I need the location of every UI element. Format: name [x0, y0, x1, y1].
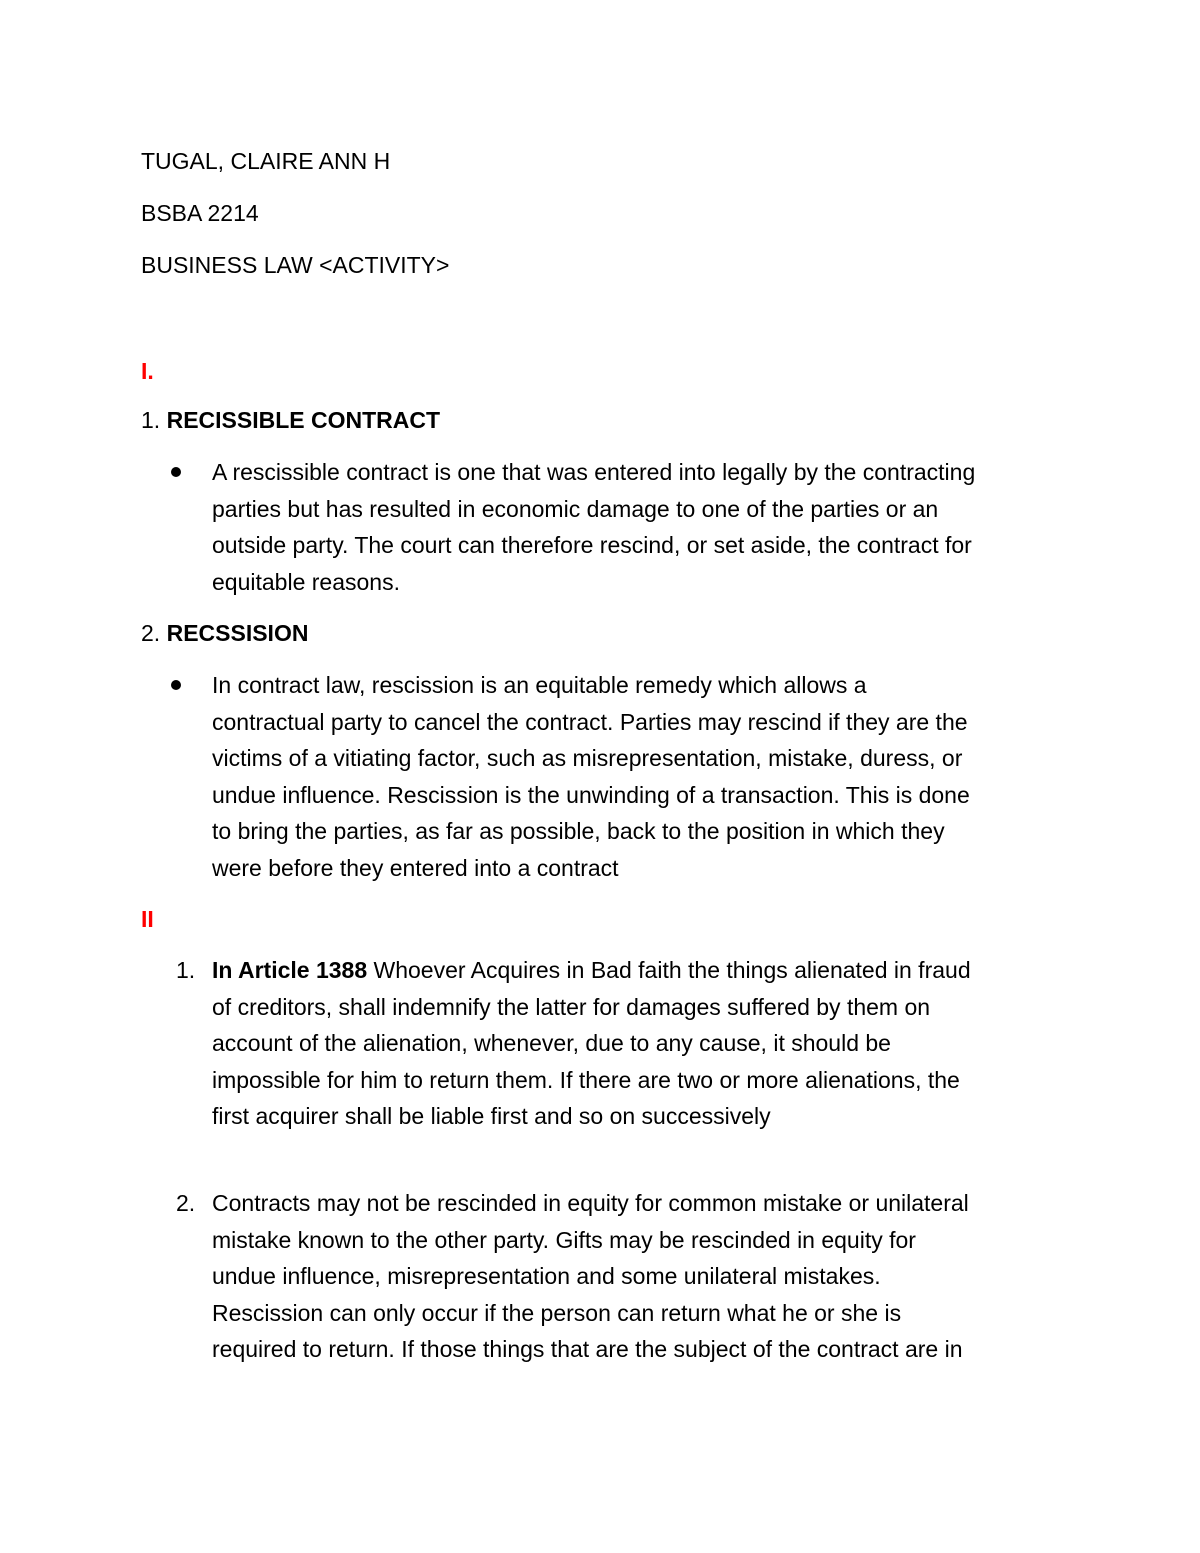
bullet-icon	[171, 680, 181, 690]
paragraph-line: parties but has resulted in economic damage to one of the parties or an	[212, 495, 939, 522]
paragraph-line: required to return. If those things that are the subject of the contract are in	[212, 1336, 963, 1362]
part-one-item-two-heading	[141, 619, 308, 647]
paragraph-line: of creditors, shall indemnify the latter for damages suffered by them on	[212, 993, 931, 1020]
paragraph-line: Rescission can only occur if the person can return what he or she is	[212, 1299, 902, 1326]
paragraph-line: equitable reasons.	[212, 568, 400, 595]
item-number: 2.	[141, 620, 161, 646]
class-section: BSBA 2214	[141, 200, 259, 226]
paragraph-line: outside party. The court can therefore rescind, or set aside, the contract for	[212, 532, 972, 558]
item-title: RECSSISION	[166, 620, 309, 646]
part-one-item-one-heading	[141, 406, 440, 434]
paragraph-line: to bring the parties, as far as possible, back to the position in which they	[212, 818, 945, 844]
list-number: 1.	[176, 957, 196, 983]
subject-title: BUSINESS LAW <ACTIVITY>	[141, 252, 450, 278]
part-two-numeral: II	[141, 906, 154, 932]
paragraph-line: mistake known to the other party. Gifts may be rescinded in equity for	[212, 1226, 916, 1253]
paragraph-line: Contracts may not be rescinded in equity for common mistake or unilateral	[212, 1190, 969, 1216]
paragraph-line: A rescissible contract is one that was entered into legally by the contracting	[212, 459, 976, 485]
paragraph-line: In contract law, rescission is an equitable remedy which allows a	[212, 672, 867, 698]
part-one-numeral: I.	[141, 358, 154, 384]
paragraph-line: impossible for him to return them. If there are two or more alienations, the	[212, 1066, 960, 1093]
paragraph-line: first acquirer shall be liable first and so on successively	[212, 1103, 771, 1129]
paragraph-line: contractual party to cancel the contract. Parties may rescind if they are the	[212, 708, 968, 735]
rescission-definition	[212, 667, 1072, 886]
rescission-limitations-paragraph	[212, 1185, 1072, 1368]
student-name: TUGAL, CLAIRE ANN H	[141, 148, 391, 174]
bullet-icon	[171, 467, 181, 477]
paragraph-line: were before they entered into a contract	[212, 854, 619, 881]
paragraph-line: victims of a vitiating factor, such as misrepresentation, mistake, duress, or	[212, 745, 963, 771]
article-1388-paragraph	[212, 952, 1072, 1135]
rescissible-contract-definition	[212, 454, 1072, 600]
paragraph-text: Whoever Acquires in Bad faith the things alienated in fraud	[367, 957, 971, 983]
paragraph-line: account of the alienation, whenever, due to any cause, it should be	[212, 1030, 891, 1056]
paragraph-line: undue influence. Rescission is the unwinding of a transaction. This is done	[212, 781, 970, 808]
article-reference: In Article 1388	[212, 957, 368, 983]
item-number: 1.	[141, 407, 161, 433]
item-title: RECISSIBLE CONTRACT	[166, 407, 441, 433]
list-number: 2.	[176, 1190, 196, 1216]
paragraph-line: undue influence, misrepresentation and some unilateral mistakes.	[212, 1263, 881, 1289]
paragraph-line	[212, 952, 1072, 989]
